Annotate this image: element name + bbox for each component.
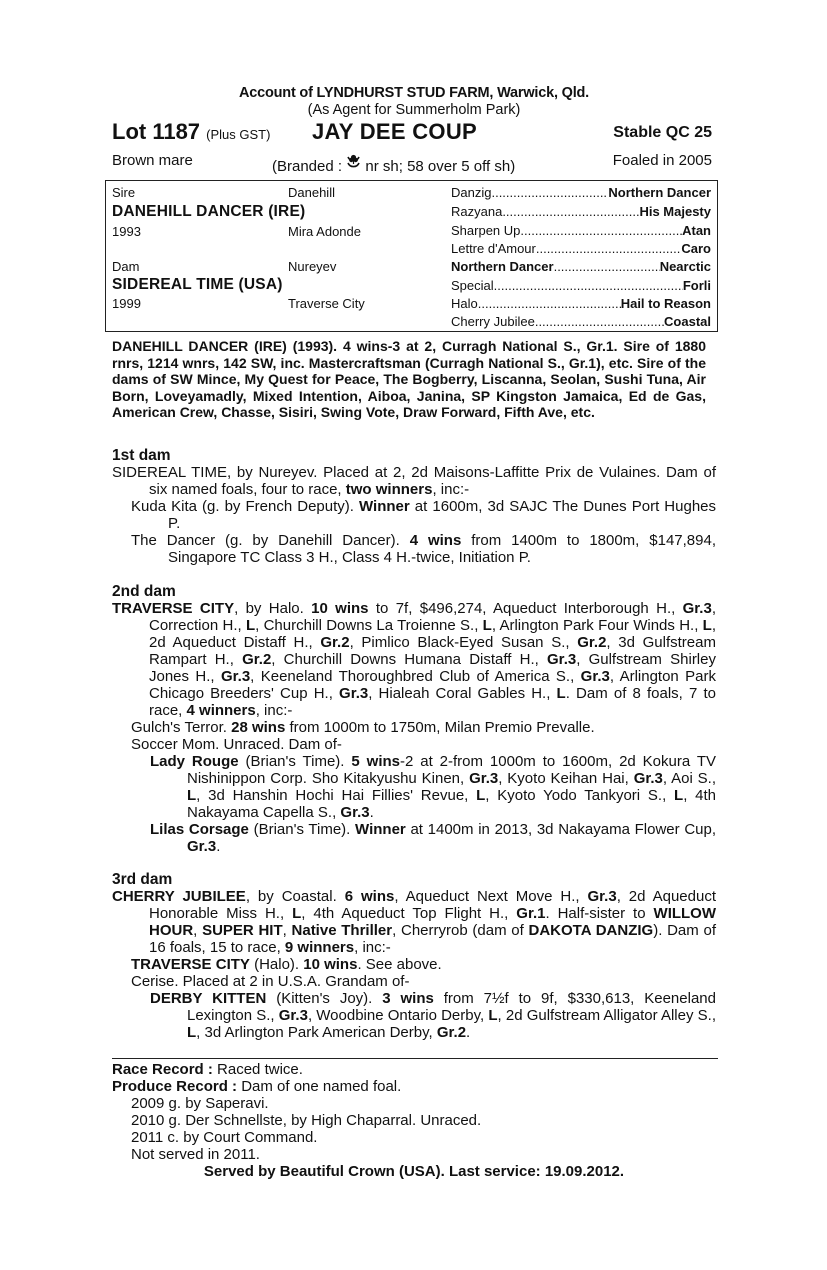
bold-text: L (476, 787, 486, 804)
sire-sire: Danehill (288, 185, 335, 200)
race-record (112, 1061, 716, 1078)
text: , 4th Nakayama Capella S., (187, 787, 716, 821)
grandparent-row (451, 241, 711, 256)
lot-note: (Plus GST) (206, 127, 271, 142)
text: , Kyoto Keihan Hai, (498, 770, 634, 787)
produce-item: Not served in 2011. (131, 1146, 260, 1163)
leader-dots (502, 204, 639, 219)
grandparent-name: Danzig (451, 185, 492, 200)
text: (Halo). (249, 956, 304, 973)
text: , Keeneland Thoroughbred Club of America S., (250, 668, 581, 685)
family-entry (112, 821, 716, 855)
family-entry (112, 532, 716, 566)
text: , 4th Aqueduct Top Flight H., (301, 905, 517, 922)
vendor-agent: (As Agent for Summerholm Park) (307, 102, 521, 118)
grandparent-sire: Nearctic (659, 259, 711, 274)
lot-label: Lot 1187 (112, 119, 201, 144)
text: , by Coastal. (245, 888, 345, 905)
bold-text: Gr.3 (580, 668, 610, 685)
bold-text: Gr.3 (469, 770, 499, 787)
text: Gulch's Terror. (131, 719, 232, 736)
bold-text: Gr.2 (436, 1024, 467, 1041)
bold-text: SUPER HIT (202, 922, 283, 939)
text: , Aoi S., (662, 770, 716, 787)
leader-dots (536, 241, 682, 256)
leader-dots (494, 278, 683, 293)
bold-text: 10 wins (311, 600, 369, 617)
family-entry (112, 990, 716, 1041)
text: , 3d Gulfstream Rampart H., (149, 634, 716, 668)
grandparent-sire: Hail to Reason (620, 296, 711, 311)
bold-text: Gr.3 (547, 651, 577, 668)
sire-year: 1993 (112, 224, 141, 239)
bold-text: 9 winners (284, 939, 355, 956)
text: , Cherryrob (dam of (392, 922, 529, 939)
text: . Half-sister to (545, 905, 654, 922)
bold-text: Native Thriller (291, 922, 393, 939)
family-entry (112, 753, 716, 821)
bold-text: Gr.3 (587, 888, 617, 905)
bold-text: 6 wins (344, 888, 395, 905)
produce-record-label: Produce Record : (112, 1078, 238, 1095)
grandparent-row (451, 185, 711, 200)
produce-item: 2010 g. Der Schnellste, by High Chaparral. Unraced. (131, 1112, 482, 1129)
grandparent-sire: Atan (682, 223, 711, 238)
grandparent-row (451, 314, 711, 329)
leader-dots (520, 223, 682, 238)
bold-text: Gr.3 (633, 770, 663, 787)
text: -2 at 2-from 1000m to 1600m, 2d Kokura TV Nishinippon Corp. Sho Kitakyushu Kinen, (187, 753, 717, 787)
bold-text: Gr.3 (278, 1007, 308, 1024)
bold-text: Gr.3 (340, 804, 370, 821)
bold-text: Gr.3 (220, 668, 251, 685)
text: from 7½f to 9f, $330,613, Keeneland Lexington S., (187, 990, 716, 1024)
text: , by Halo. (234, 600, 312, 617)
dam-label: Dam (112, 259, 140, 274)
text: , inc:- (255, 702, 293, 719)
text: ). Dam of 16 foals, 15 to race, (149, 922, 716, 956)
text: , Hialeah Coral Gables H., (368, 685, 557, 702)
brand-prefix: (Branded : (272, 158, 343, 175)
bold-text: Winner (359, 498, 410, 515)
text: . Dam of 8 foals, 7 to race, (149, 685, 716, 719)
bold-text: L (187, 787, 197, 804)
family-entry (112, 956, 716, 973)
family-entry (112, 973, 716, 990)
grandparent-sire: Caro (681, 241, 711, 256)
vendor-account: Account of LYNDHURST STUD FARM, Warwick, Qld. (238, 85, 590, 101)
bold-text: 4 winners (186, 702, 256, 719)
text: . See above. (357, 956, 442, 973)
family-entry (112, 888, 716, 956)
grandparent-row (451, 278, 711, 293)
bold-text: Gr.3 (187, 838, 217, 855)
sire-summary: DANEHILL DANCER (IRE) (1993). 4 wins-3 at 2, Curragh National S., Gr.1. Sire of 1880 rnrs, 1214 wnrs, 142 SW, inc. Mastercraftsman (Curragh National S., Gr.1), etc. Sire of the dams of SW Mince, My Quest for Peace, The Bogberry, Liscanna, Seolan, Sushi Tuna, Air Born, Loveyamadly, Mixed Intention, Aiboa, Janina, SP Kingston Jamaica, Ed de Gas, American Crew, Chasse, Sisiri, Swing Vote, Draw Forward, Fifth Ave, etc. (112, 338, 706, 421)
bold-text: Lady Rouge (150, 753, 239, 770)
bold-text: L (245, 617, 256, 634)
text: , Aqueduct Next Move H., (394, 888, 588, 905)
grandparent-name: Special (451, 278, 494, 293)
grandparent-name: Northern Dancer (451, 259, 554, 274)
leader-dots (491, 185, 608, 200)
text: , Gulfstream Shirley Jones H., (149, 651, 716, 685)
section-title: 2nd dam (112, 583, 176, 600)
grandparent-sire: His Majesty (639, 204, 711, 219)
text: , Woodbine Ontario Derby, (307, 1007, 489, 1024)
text: , Churchill Downs Humana Distaff H., (271, 651, 548, 668)
leader-dots (535, 314, 664, 329)
text: . (369, 804, 374, 821)
bold-text: CHERRY JUBILEE (112, 888, 246, 905)
text: from 1400m to 1800m, $147,894, Singapore TC Class 3 H., Class 4 H.-twice, Initiation P. (168, 532, 716, 566)
text: , Arlington Park Chicago Breeders' Cup H., (149, 668, 717, 702)
text: , Pimlico Black-Eyed Susan S., (349, 634, 578, 651)
text: , 3d Hanshin Hochi Hai Fillies' Revue, (196, 787, 477, 804)
text: at 1600m, 3d SAJC The Dunes Port Hughes P. (168, 498, 717, 532)
bold-text: 4 wins (409, 532, 462, 549)
leader-dots (478, 296, 621, 311)
bold-text: 28 wins (231, 719, 286, 736)
text: , Arlington Park Four Winds H., (491, 617, 703, 634)
text: , inc:- (432, 481, 470, 498)
grandparent-name: Lettre d'Amour (451, 241, 536, 256)
colour-sex: Brown mare (112, 152, 193, 169)
text: , 3d Arlington Park American Derby, (196, 1024, 437, 1041)
grandparent-sire: Forli (682, 278, 711, 293)
text: SIDEREAL TIME, by Nureyev. Placed at 2, 2d Maisons-Laffitte Prix de Vulaines. Dam of six named foals, four to race, (112, 464, 716, 498)
bold-text: two winners (345, 481, 433, 498)
text: (Brian's Time). (238, 753, 352, 770)
pedigree-table (105, 180, 718, 332)
dam-name: SIDEREAL TIME (USA) (112, 276, 283, 293)
grandparent-row (451, 259, 711, 274)
sire-dam: Mira Adonde (288, 224, 361, 239)
bold-text: L (556, 685, 566, 702)
sire-label: Sire (112, 185, 136, 200)
dam-year: 1999 (112, 296, 141, 311)
bold-text: L (674, 787, 684, 804)
text: , (282, 922, 292, 939)
text: Cerise. Placed at 2 in U.S.A. Grandam of- (131, 973, 410, 990)
lot-header (112, 119, 716, 147)
leader-dots (554, 259, 660, 274)
bold-text: Gr.3 (339, 685, 369, 702)
bold-text: DAKOTA DANZIG (528, 922, 654, 939)
produce-record-value: Dam of one named foal. (237, 1078, 402, 1095)
brand-suffix: nr sh; 58 over 5 off sh) (365, 158, 516, 175)
bold-text: TRAVERSE CITY (131, 956, 250, 973)
text: The Dancer (g. by Danehill Dancer). (131, 532, 410, 549)
family-entry (112, 736, 716, 753)
text: , 2d Aqueduct Honorable Miss H., (149, 888, 716, 922)
dam-sire: Nureyev (288, 259, 337, 274)
produce-item: 2011 c. by Court Command. (131, 1129, 318, 1146)
brand-mark-icon (346, 152, 361, 168)
dam-section (112, 583, 716, 855)
divider (112, 1058, 718, 1059)
sire-name: DANEHILL DANCER (IRE) (112, 203, 306, 220)
family-entry (112, 719, 716, 736)
grandparent-row (451, 223, 711, 238)
grandparent-name: Cherry Jubilee (451, 314, 535, 329)
section-title: 1st dam (112, 447, 171, 464)
bold-text: Gr.1 (516, 905, 546, 922)
dam-section (112, 447, 716, 566)
bold-text: L (702, 617, 712, 634)
text: Soccer Mom. Unraced. Dam of- (131, 736, 342, 753)
text: Kuda Kita (g. by French Deputy). (131, 498, 360, 515)
text: from 1000m to 1750m, Milan Premio Prevalle. (285, 719, 595, 736)
bold-text: Lilas Corsage (150, 821, 249, 838)
bold-text: DERBY KITTEN (150, 990, 267, 1007)
dam-section (112, 871, 716, 1041)
grandparent-name: Halo (451, 296, 478, 311)
bold-text: L (292, 905, 302, 922)
bold-text: Winner (355, 821, 406, 838)
horse-name: JAY DEE COUP (312, 119, 478, 144)
text: . (216, 838, 221, 855)
family-entry (112, 600, 716, 719)
text: , (193, 922, 203, 939)
family-entry (112, 498, 716, 532)
text: (Kitten's Joy). (266, 990, 383, 1007)
text: to 7f, $496,274, Aqueduct Interborough H., (368, 600, 683, 617)
bold-text: TRAVERSE CITY (112, 600, 235, 617)
produce-item: 2009 g. by Saperavi. (131, 1095, 269, 1112)
grandparent-sire: Coastal (664, 314, 711, 329)
produce-record (112, 1078, 716, 1095)
bold-text: Gr.2 (242, 651, 272, 668)
grandparent-name: Razyana (451, 204, 503, 219)
produce-items (112, 1095, 716, 1163)
foaled-year: Foaled in 2005 (612, 152, 712, 169)
text: at 1400m in 2013, 3d Nakayama Flower Cup, (405, 821, 716, 838)
grandparent-sire: Northern Dancer (608, 185, 711, 200)
text: , 2d Gulfstream Alligator Alley S., (497, 1007, 716, 1024)
race-record-label: Race Record : (112, 1061, 213, 1078)
text: , 2d Aqueduct Distaff H., (149, 617, 716, 651)
race-record-value: Raced twice. (212, 1061, 303, 1078)
text: , Kyoto Yodo Tankyori S., (485, 787, 675, 804)
bold-text: L (482, 617, 492, 634)
family-entry (112, 464, 716, 498)
served-note: Served by Beautiful Crown (USA). Last service: 19.09.2012. (203, 1163, 625, 1180)
bold-text: Gr.2 (320, 634, 350, 651)
bold-text: Gr.3 (682, 600, 712, 617)
grandparent-row (451, 296, 711, 311)
bold-text: 5 wins (351, 753, 400, 770)
text: (Brian's Time). (248, 821, 356, 838)
text: . (466, 1024, 471, 1041)
grandparent-name: Sharpen Up (451, 223, 521, 238)
text: , Churchill Downs La Troienne S., (255, 617, 483, 634)
records (112, 1061, 716, 1180)
lot-number (112, 119, 270, 145)
bold-text: L (187, 1024, 197, 1041)
stable-number: Stable QC 25 (613, 124, 712, 141)
text: , Correction H., (149, 600, 716, 634)
bold-text: WILLOW HOUR (149, 905, 717, 939)
grandparent-row (451, 204, 711, 219)
bold-text: 10 wins (303, 956, 358, 973)
dam-dam: Traverse City (288, 296, 365, 311)
bold-text: L (488, 1007, 498, 1024)
text: , inc:- (354, 939, 391, 956)
section-title: 3rd dam (112, 871, 173, 888)
bold-text: Gr.2 (577, 634, 607, 651)
brand-description (272, 152, 515, 175)
bold-text: 3 wins (382, 990, 434, 1007)
